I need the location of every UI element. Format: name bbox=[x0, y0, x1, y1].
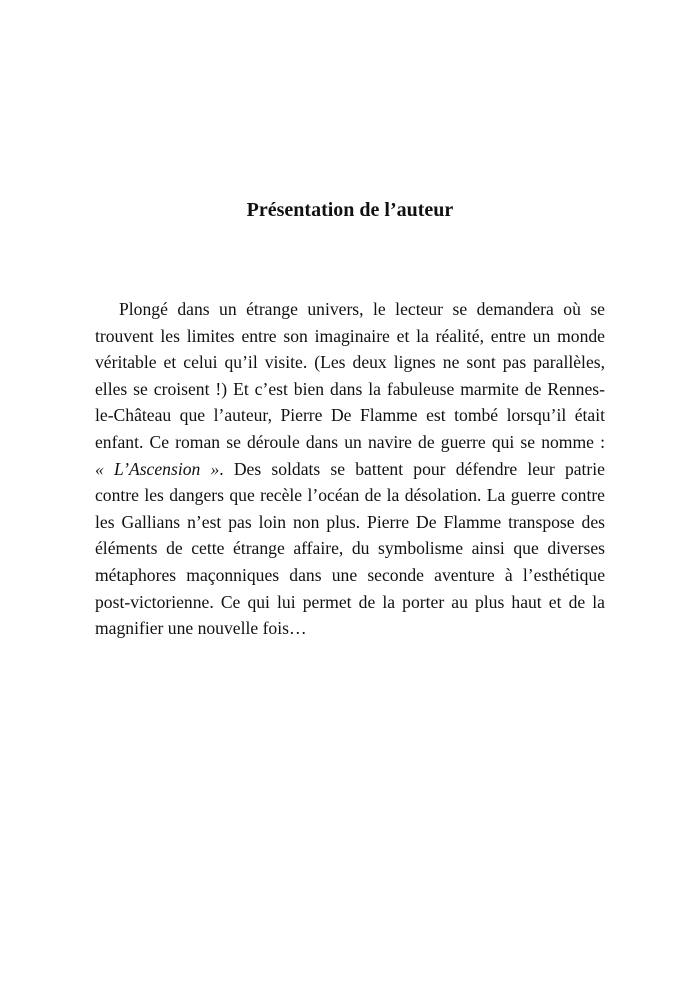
text-line: magnifier une nouvelle fois… bbox=[95, 618, 307, 639]
text-line: Plongé dans un étrange univers, le lecteur se demandera où se bbox=[119, 299, 605, 319]
text-line: le-Château que l’auteur, Pierre De Flamme est tombé lorsqu’il était bbox=[95, 405, 605, 426]
text-line bbox=[95, 456, 605, 483]
text-line: véritable et celui qu’il visite. (Les deux lignes ne sont pas parallèles, bbox=[95, 352, 605, 373]
ship-name: « L’Ascension » bbox=[95, 458, 220, 479]
text-span: . Des soldats se battent pour défendre leur patrie bbox=[219, 458, 605, 479]
text-line: post-victorienne. Ce qui lui permet de la porter au plus haut et de la bbox=[95, 591, 605, 612]
text-line: contre les dangers que recèle l’océan de la désolation. La guerre contre bbox=[95, 485, 605, 506]
text-line: éléments de cette étrange affaire, du symbolisme ainsi que diverses bbox=[95, 538, 605, 559]
text-line: elles se croisent !) Et c’est bien dans la fabuleuse marmite de Rennes- bbox=[95, 378, 605, 399]
text-line: les Gallians n’est pas loin non plus. Pierre De Flamme transpose des bbox=[95, 511, 605, 532]
page-title: Présentation de l’auteur bbox=[246, 199, 454, 221]
text-line: trouvent les limites entre son imaginaire et la réalité, entre un monde bbox=[95, 325, 605, 346]
author-presentation-paragraph bbox=[95, 296, 605, 642]
text-line: enfant. Ce roman se déroule dans un navire de guerre qui se nomme : bbox=[95, 431, 605, 452]
text-line: métaphores maçonniques dans une seconde aventure à l’esthétique bbox=[95, 564, 605, 585]
